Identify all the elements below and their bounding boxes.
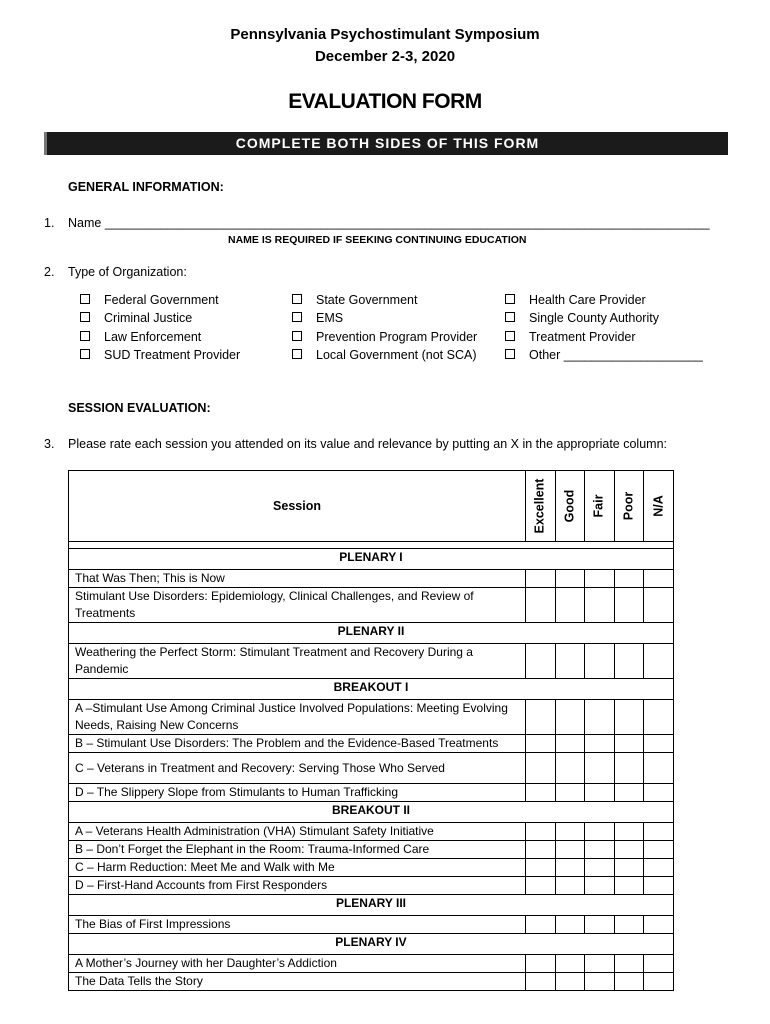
section-title: PLENARY IV — [69, 934, 674, 955]
rating-cell-excellent[interactable] — [526, 753, 556, 784]
rating-cell-excellent[interactable] — [526, 784, 556, 802]
organization-option-label: Prevention Program Provider — [316, 329, 478, 344]
question-number: 1. — [44, 216, 55, 230]
rating-header-excellent — [526, 471, 556, 542]
rating-cell-excellent[interactable] — [526, 823, 556, 841]
session-title: C – Harm Reduction: Meet Me and Walk with Me — [69, 859, 526, 877]
organization-option[interactable] — [505, 293, 703, 311]
session-row — [69, 973, 674, 991]
rating-cell-poor[interactable] — [614, 570, 644, 588]
organization-option[interactable] — [292, 330, 477, 348]
rating-cell-excellent[interactable] — [526, 644, 556, 679]
rating-cell-excellent[interactable] — [526, 841, 556, 859]
rating-cell-good[interactable] — [555, 570, 585, 588]
rating-cell-poor[interactable] — [614, 700, 644, 735]
checkbox[interactable] — [80, 294, 90, 304]
organization-options-column-2 — [292, 293, 477, 366]
rating-cell-poor[interactable] — [614, 823, 644, 841]
rating-header-fair — [585, 471, 615, 542]
rating-header-label: Excellent — [532, 478, 547, 534]
rating-cell-na[interactable] — [644, 735, 674, 753]
rating-cell-excellent[interactable] — [526, 700, 556, 735]
rating-cell-poor[interactable] — [614, 955, 644, 973]
rating-cell-na[interactable] — [644, 877, 674, 895]
session-row — [69, 877, 674, 895]
rating-cell-fair[interactable] — [585, 644, 615, 679]
organization-option-label: Local Government (not SCA) — [316, 347, 477, 362]
checkbox[interactable] — [292, 331, 302, 341]
rating-cell-excellent[interactable] — [526, 916, 556, 934]
session-row — [69, 700, 674, 735]
session-title: A –Stimulant Use Among Criminal Justice Involved Populations: Meeting Evolving Needs, Raising New Concerns — [69, 700, 526, 735]
rating-cell-na[interactable] — [644, 955, 674, 973]
session-column-header: Session — [69, 471, 526, 542]
organization-option-label: Treatment Provider — [529, 329, 636, 344]
section-title: PLENARY III — [69, 895, 674, 916]
rating-cell-good[interactable] — [555, 588, 585, 623]
rating-cell-poor[interactable] — [614, 841, 644, 859]
rating-instructions: Please rate each session you attended on its value and relevance by putting an X in the appropriate column: — [68, 437, 667, 451]
name-required-note: NAME IS REQUIRED IF SEEKING CONTINUING EDUCATION — [228, 234, 527, 246]
name-field[interactable]: Name _______________________________________________________________________________________ — [68, 216, 710, 230]
session-rating-table — [68, 470, 674, 991]
session-row — [69, 735, 674, 753]
rating-cell-good[interactable] — [555, 955, 585, 973]
rating-cell-good[interactable] — [555, 841, 585, 859]
organization-option[interactable] — [80, 348, 240, 366]
rating-header-poor — [614, 471, 644, 542]
checkbox[interactable] — [80, 331, 90, 341]
organization-option[interactable] — [80, 330, 240, 348]
session-row — [69, 588, 674, 623]
rating-cell-excellent[interactable] — [526, 570, 556, 588]
checkbox[interactable] — [505, 331, 515, 341]
rating-header-label: Good — [562, 489, 577, 523]
checkbox[interactable] — [292, 349, 302, 359]
rating-cell-fair[interactable] — [585, 735, 615, 753]
rating-cell-poor[interactable] — [614, 916, 644, 934]
rating-cell-na[interactable] — [644, 916, 674, 934]
organization-option[interactable] — [80, 311, 240, 329]
rating-cell-poor[interactable] — [614, 735, 644, 753]
rating-cell-poor[interactable] — [614, 784, 644, 802]
checkbox[interactable] — [292, 312, 302, 322]
checkbox[interactable] — [505, 312, 515, 322]
organization-option[interactable] — [292, 311, 477, 329]
rating-cell-poor[interactable] — [614, 644, 644, 679]
document-date: December 2-3, 2020 — [314, 48, 456, 65]
rating-cell-fair[interactable] — [585, 700, 615, 735]
session-title: D – First-Hand Accounts from First Responders — [69, 877, 526, 895]
session-section-header — [69, 623, 674, 644]
rating-cell-na[interactable] — [644, 859, 674, 877]
checkbox[interactable] — [80, 349, 90, 359]
rating-cell-fair[interactable] — [585, 859, 615, 877]
checkbox[interactable] — [505, 349, 515, 359]
rating-cell-fair[interactable] — [585, 841, 615, 859]
rating-header-label: Poor — [621, 491, 636, 521]
question-number: 2. — [44, 265, 55, 279]
rating-cell-excellent[interactable] — [526, 735, 556, 753]
rating-cell-na[interactable] — [644, 753, 674, 784]
rating-cell-na[interactable] — [644, 784, 674, 802]
rating-cell-good[interactable] — [555, 784, 585, 802]
session-title: C – Veterans in Treatment and Recovery: Serving Those Who Served — [69, 753, 526, 784]
session-title: That Was Then; This is Now — [69, 570, 526, 588]
checkbox[interactable] — [80, 312, 90, 322]
session-title: B – Stimulant Use Disorders: The Problem and the Evidence-Based Treatments — [69, 735, 526, 753]
session-title: A Mother’s Journey with her Daughter’s Addiction — [69, 955, 526, 973]
session-section-header — [69, 934, 674, 955]
organization-type-label: Type of Organization: — [68, 265, 187, 279]
session-row — [69, 784, 674, 802]
session-section-header — [69, 549, 674, 570]
rating-cell-good[interactable] — [555, 753, 585, 784]
rating-cell-poor[interactable] — [614, 588, 644, 623]
rating-cell-na[interactable] — [644, 823, 674, 841]
organization-option[interactable] — [80, 293, 240, 311]
session-row — [69, 955, 674, 973]
organization-option-label: SUD Treatment Provider — [104, 347, 241, 362]
rating-cell-good[interactable] — [555, 877, 585, 895]
session-title: D – The Slippery Slope from Stimulants to Human Trafficking — [69, 784, 526, 802]
session-row — [69, 916, 674, 934]
rating-cell-fair[interactable] — [585, 955, 615, 973]
organization-options-column-3 — [505, 293, 703, 366]
rating-cell-na[interactable] — [644, 973, 674, 991]
organization-option-label: Law Enforcement — [104, 329, 202, 344]
rating-cell-poor[interactable] — [614, 753, 644, 784]
rating-cell-good[interactable] — [555, 700, 585, 735]
rating-cell-good[interactable] — [555, 823, 585, 841]
rating-cell-excellent[interactable] — [526, 859, 556, 877]
rating-cell-good[interactable] — [555, 916, 585, 934]
session-title: Stimulant Use Disorders: Epidemiology, Clinical Challenges, and Review of Treatments — [69, 588, 526, 623]
session-row — [69, 570, 674, 588]
session-evaluation-heading: SESSION EVALUATION: — [68, 401, 211, 415]
checkbox[interactable] — [292, 294, 302, 304]
organization-option-label: State Government — [316, 293, 418, 307]
rating-cell-fair[interactable] — [585, 916, 615, 934]
organization-option[interactable] — [292, 293, 477, 311]
section-title: BREAKOUT I — [69, 679, 674, 700]
rating-cell-poor[interactable] — [614, 877, 644, 895]
rating-cell-na[interactable] — [644, 588, 674, 623]
rating-cell-excellent[interactable] — [526, 877, 556, 895]
rating-cell-poor[interactable] — [614, 859, 644, 877]
session-row — [69, 859, 674, 877]
session-row — [69, 841, 674, 859]
general-information-heading: GENERAL INFORMATION: — [68, 180, 224, 194]
rating-cell-fair[interactable] — [585, 973, 615, 991]
document-title: Pennsylvania Psychostimulant Symposium — [230, 26, 540, 43]
rating-header-label: Fair — [591, 494, 606, 518]
session-section-header — [69, 802, 674, 823]
organization-option[interactable] — [505, 348, 703, 366]
rating-cell-good[interactable] — [555, 859, 585, 877]
checkbox[interactable] — [505, 294, 515, 304]
session-title: A – Veterans Health Administration (VHA) Stimulant Safety Initiative — [69, 823, 526, 841]
rating-cell-excellent[interactable] — [526, 955, 556, 973]
organization-option-label: Other ____________________ — [529, 347, 703, 362]
rating-cell-fair[interactable] — [585, 753, 615, 784]
section-title: BREAKOUT II — [69, 802, 674, 823]
organization-option[interactable] — [505, 311, 703, 329]
session-row — [69, 823, 674, 841]
form-title: EVALUATION FORM — [288, 90, 482, 113]
organization-options-column-1 — [80, 293, 240, 366]
rating-cell-good[interactable] — [555, 735, 585, 753]
organization-option-label: Federal Government — [104, 293, 219, 307]
rating-header-good — [555, 471, 585, 542]
instruction-banner: COMPLETE BOTH SIDES OF THIS FORM — [44, 132, 728, 155]
rating-cell-excellent[interactable] — [526, 588, 556, 623]
section-title: PLENARY II — [69, 623, 674, 644]
session-section-header — [69, 895, 674, 916]
session-title: Weathering the Perfect Storm: Stimulant Treatment and Recovery During a Pandemic — [69, 644, 526, 679]
session-row — [69, 644, 674, 679]
table-spacer-row — [69, 542, 674, 549]
rating-cell-na[interactable] — [644, 700, 674, 735]
rating-cell-fair[interactable] — [585, 877, 615, 895]
organization-option[interactable] — [292, 348, 477, 366]
organization-option-label: Single County Authority — [529, 311, 659, 326]
table-spacer-cell — [69, 542, 674, 549]
session-row — [69, 753, 674, 784]
rating-cell-na[interactable] — [644, 570, 674, 588]
rating-cell-na[interactable] — [644, 644, 674, 679]
rating-header-na — [644, 471, 674, 542]
rating-cell-good[interactable] — [555, 973, 585, 991]
question-number: 3. — [44, 437, 55, 451]
rating-cell-good[interactable] — [555, 644, 585, 679]
rating-cell-excellent[interactable] — [526, 973, 556, 991]
rating-cell-fair[interactable] — [585, 784, 615, 802]
rating-cell-fair[interactable] — [585, 588, 615, 623]
session-title: The Bias of First Impressions — [69, 916, 526, 934]
organization-option-label: Criminal Justice — [104, 311, 193, 326]
organization-option-label: EMS — [316, 311, 344, 326]
session-title: The Data Tells the Story — [69, 973, 526, 991]
rating-cell-fair[interactable] — [585, 823, 615, 841]
rating-header-label: N/A — [651, 495, 666, 517]
organization-option[interactable] — [505, 330, 703, 348]
session-section-header — [69, 679, 674, 700]
rating-cell-fair[interactable] — [585, 570, 615, 588]
session-title: B – Don’t Forget the Elephant in the Room: Trauma-Informed Care — [69, 841, 526, 859]
organization-option-label: Health Care Provider — [529, 293, 646, 307]
rating-cell-na[interactable] — [644, 841, 674, 859]
rating-cell-poor[interactable] — [614, 973, 644, 991]
section-title: PLENARY I — [69, 549, 674, 570]
